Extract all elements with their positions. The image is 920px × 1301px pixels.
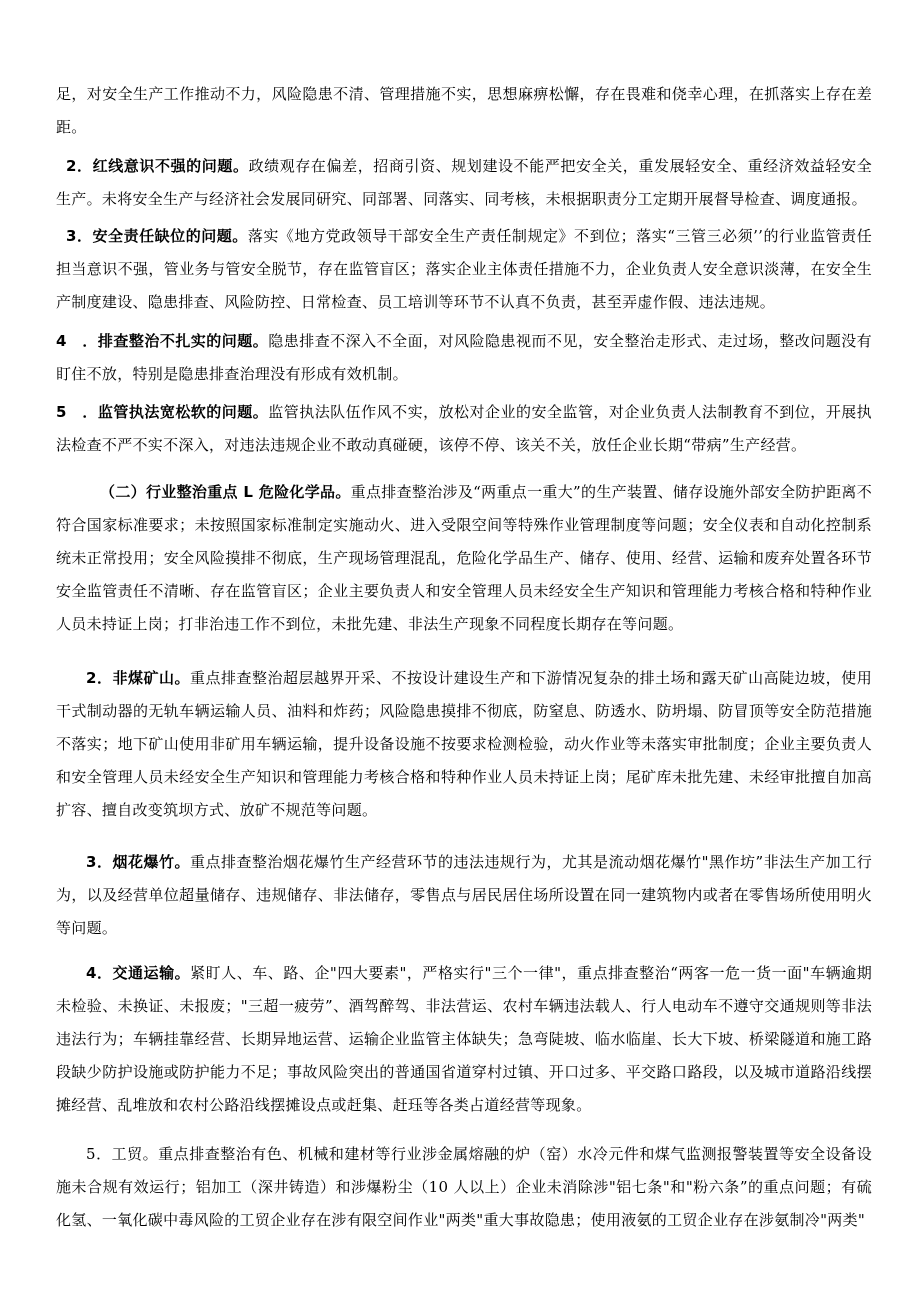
paragraph-7 — [56, 846, 872, 945]
paragraph-4 — [56, 396, 872, 462]
paragraph-body: 隐患排查不深入不全面，对风险隐患视而不见，安全整治走形式、走过场，整改问题没有盯住不放，特别是隐患排查治理没有形成有效机制。 — [56, 332, 872, 383]
paragraph-heading: 4．交通运输。 — [86, 964, 191, 982]
paragraph-heading: 5 ．监管执法宽松软的问题。 — [56, 403, 269, 421]
paragraph-2 — [56, 220, 872, 319]
paragraph-body: 重点排查整治超层越界开采、不按设计建设生产和下游情况复杂的排土场和露天矿山高陡边坡，使用干式制动器的无轨车辆运输人员、油料和炸药；风险隐患摸排不彻底，防窒息、防透水、防坍塌、防冒顶等安全防范措施不落实；地下矿山使用非矿用车辆运输，提升设备设施不按要求检测检验，动火作业等未落实审批制度；企业主要负责人和安全管理人员未经安全生产知识和管理能力考核合格和特种作业人员未持证上岗；尾矿库未批先建、未经审批擅自加高扩容、擅自改变筑坝方式、放矿不规范等问题。 — [56, 669, 872, 819]
paragraph-body: 足，对安全生产工作推动不力，风险隐患不清、管理措施不实，思想麻痹松懈，存在畏难和侥幸心理，在抓落实上存在差距。 — [56, 85, 872, 136]
paragraph-heading: 3．烟花爆竹。 — [86, 853, 190, 871]
paragraph-body: 落实《地方党政领导干部安全生产责任制规定》不到位；落实“三管三必须’’的行业监管责任担当意识不强，管业务与管安全脱节，存在监管盲区；落实企业主体责任措施不力，企业负责人安全意识淡薄，在安全生产制度建设、隐患排查、风险防控、日常检查、员工培训等环节不认真不负责，甚至弄虚作假、违法违规。 — [56, 227, 872, 311]
paragraph-1 — [56, 150, 872, 216]
paragraph-body: 5．工贸。重点排查整治有色、机械和建材等行业涉金属熔融的炉（窑）水冷元件和煤气监测报警装置等安全设备设施未合规有效运行；铝加工（深井铸造）和涉爆粉尘（10 人以上）企业未消除涉"铝七条"和"粉六条”的重点问题；有硫化氢、一氧化碳中毒风险的工贸企业存在涉有限空间作业"两类"重大事故隐患；使用液氨的工贸企业存在涉氨制冷"两类" — [56, 1145, 872, 1229]
paragraph-body: 重点排查整治涉及“两重点一重大”的生产装置、储存设施外部安全防护距离不符合国家标准要求；未按照国家标准制定实施动火、进入受限空间等特殊作业管理制度等问题；安全仪表和自动化控制系统未正常投用；安全风险摸排不彻底，生产现场管理混乱，危险化学品生产、储存、使用、经营、运输和废弃处置各环节安全监管责任不清晰、存在监管盲区；企业主要负责人和安全管理人员未经安全生产知识和管理能力考核合格和特种作业人员未持证上岗；打非治违工作不到位，未批先建、非法生产现象不同程度长期存在等问题。 — [56, 483, 872, 633]
paragraph-heading: 2．红线意识不强的问题。 — [66, 157, 249, 175]
paragraph-3 — [56, 325, 872, 391]
paragraph-8 — [56, 957, 872, 1122]
paragraph-heading: 2．非煤矿山。 — [86, 669, 190, 687]
paragraph-body: 政绩观存在偏差，招商引资、规划建设不能严把安全关，重发展轻安全、重经济效益轻安全生产。未将安全生产与经济社会发展同研究、同部署、同落实、同考核，未根据职责分工定期开展督导检查、调度通报。 — [56, 157, 872, 208]
paragraph-heading: （二）行业整治重点 L 危险化学品。 — [100, 483, 351, 501]
paragraph-6 — [56, 662, 872, 827]
paragraph-9 — [56, 1138, 872, 1237]
paragraph-body: 监管执法队伍作风不实，放松对企业的安全监管，对企业负责人法制教育不到位，开展执法检查不严不实不深入，对违法违规企业不敢动真碰硬，该停不停、该关不关，放任企业长期“带病”生产经营。 — [56, 403, 872, 454]
paragraph-0 — [56, 78, 872, 144]
paragraph-body: 重点排查整治烟花爆竹生产经营环节的违法违规行为，尤其是流动烟花爆竹"黑作坊”非法生产加工行为，以及经营单位超量储存、违规储存、非法储存，零售点与居民居住场所设置在同一建筑物内或者在零售场所使用明火等问题。 — [56, 853, 872, 937]
paragraph-body: 紧盯人、车、路、企"四大要素"，严格实行"三个一律"，重点排查整治“两客一危一货一面"车辆逾期未检验、未换证、未报废；"三超一疲劳”、酒驾醉驾、非法营运、农村车辆违法载人、行人电动车不遵守交通规则等非法违法行为；车辆挂靠经营、长期异地运营、运输企业监管主体缺失；急弯陡坡、临水临崖、长大下坡、桥梁隧道和施工路段缺少防护设施或防护能力不足；事故风险突出的普通国省道穿村过镇、开口过多、平交路口路段，以及城市道路沿线摆摊经营、乱堆放和农村公路沿线摆摊设点或赶集、赶珏等各类占道经营等现象。 — [56, 964, 872, 1114]
paragraph-5 — [56, 476, 872, 641]
paragraph-heading: 3．安全责任缺位的问题。 — [66, 227, 248, 245]
paragraph-heading: 4 ．排查整治不扎实的问题。 — [56, 332, 269, 350]
